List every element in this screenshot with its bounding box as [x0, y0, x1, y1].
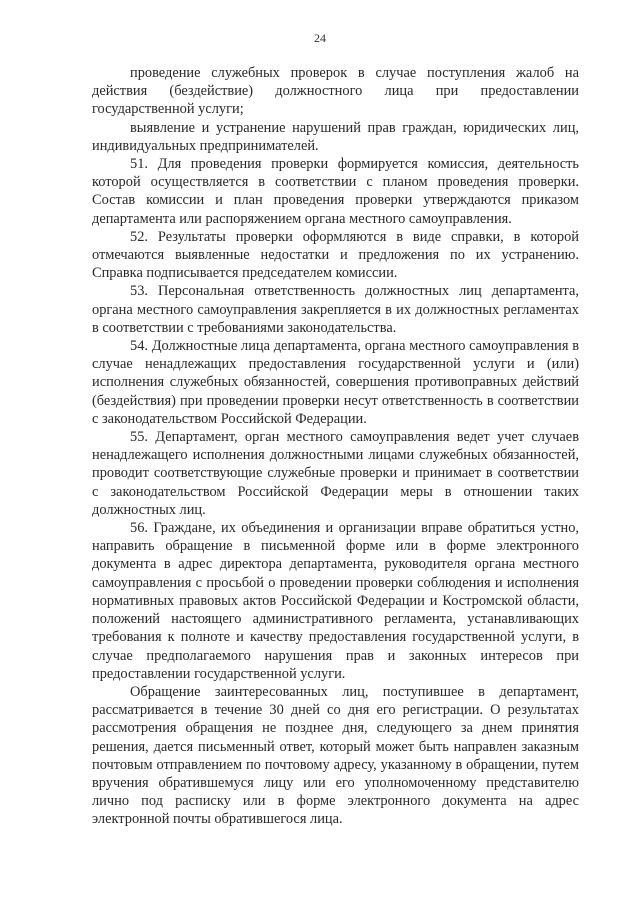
page-number: 24	[314, 31, 326, 45]
paragraph-53: 53. Персональная ответственность должностных лиц департамента, органа местного самоуправления закрепляется в их должностных регламентах в соответствии с требованиями законодательства.	[92, 283, 579, 336]
paragraph-55: 55. Департамент, орган местного самоуправления ведет учет случаев ненадлежащего исполнения должностными лицами служебных обязанностей, проводит соответствующие служебные проверки и принимает в соответствии с законодательством Российской Федерации меры в отношении таких должностных лиц.	[92, 429, 579, 518]
paragraph-54: 54. Должностные лица департамента, органа местного самоуправления в случае ненадлежащих предоставления государственной услуги и (или) исполнения служебных обязанностей, совершения противоправных действий (бездействия) при проведении проверки несут ответственность в соответствии с законодательством Российской Федерации.	[92, 338, 579, 427]
paragraph-violations: выявление и устранение нарушений прав граждан, юридических лиц, индивидуальных предпринимателей.	[92, 119, 579, 154]
paragraph-inspections-complaints: проведение служебных проверок в случае поступления жалоб на действия (бездействие) должностного лица при предоставлении государственной услуги;	[92, 65, 579, 118]
paragraph-51: 51. Для проведения проверки формируется комиссия, деятельность которой осуществляется в соответствии с планом проведения проверки. Состав комиссии и план проведения проверки утверждаются приказом департамента или распоряжением органа местного самоуправления.	[92, 156, 579, 227]
paragraph-appeal-review: Обращение заинтересованных лиц, поступившее в департамент, рассматривается в течение 30 дней со дня его регистрации. О результатах рассмотрения обращения не позднее дня, следующего за днем принятия решения, дается письменный ответ, который может быть направлен заказным почтовым отправлением по почтовому адресу, указанному в обращении, путем вручения обратившемуся лицу или его уполномоченному представителю лично под расписку или в форме электронного документа на адрес электронной почты обратившегося лица.	[92, 683, 579, 828]
document-body	[92, 64, 579, 829]
paragraph-52: 52. Результаты проверки оформляются в виде справки, в которой отмечаются выявленные недостатки и предложения по их устранению. Справка подписывается председателем комиссии.	[92, 228, 579, 282]
paragraph-56: 56. Граждане, их объединения и организации вправе обратиться устно, направить обращение в письменной форме или в форме электронного документа в адрес директора департамента, руководителя органа местного самоуправления с просьбой о проведении проверки соблюдения и исполнения нормативных правовых актов Российской Федерации и Костромской области, положений настоящего административного регламента, устанавливающих требования к полноте и качеству предоставления государственной услуги, в случае предполагаемого нарушения прав и законных интересов при предоставлении государственной услуги.	[92, 520, 579, 682]
